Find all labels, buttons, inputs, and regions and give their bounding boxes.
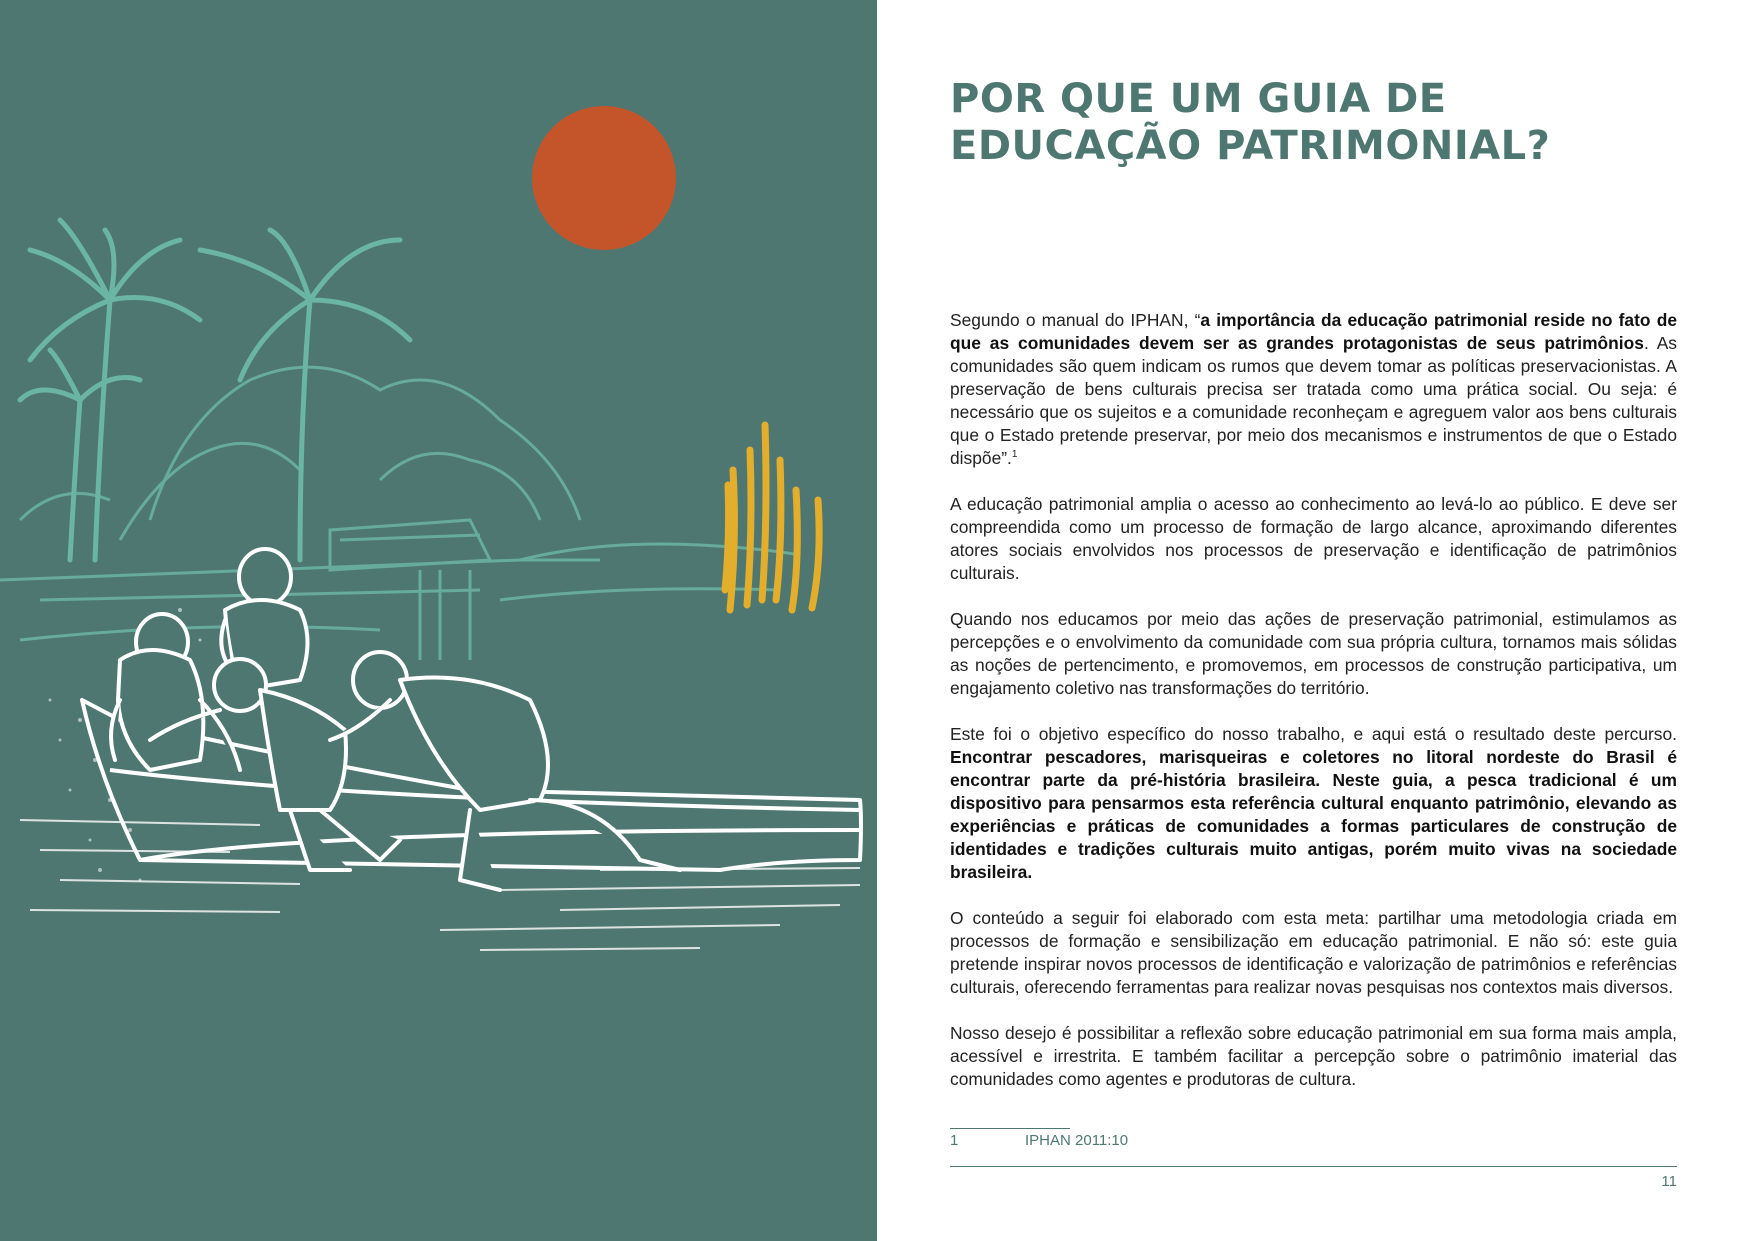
paragraph-5: O conteúdo a seguir foi elaborado com esta meta: partilhar uma metodologia criada em processos de formação e sensibilização em educação patrimonial. E não só: este guia pretende inspirar novos processos de identificação e valorização de patrimônios e referências culturais, oferecendo ferramentas para realizar novas pesquisas nos contextos mais diversos.	[950, 908, 1677, 997]
footnote-divider	[950, 1128, 1070, 1129]
paragraph-1-rest: . As comunidades são quem indicam os rumos que devem tomar as políticas preservacionistas. A preservação de bens culturais precisa ser tratada como uma prática social. Ou seja: é necessário que os sujeitos e a comunidade reconheçam e agreguem valor aos bens culturais que o Estado pretende preservar, por meio dos mecanismos e instrumentos de que o Estado dispõe”.	[950, 333, 1677, 468]
footnote-text: IPHAN 2011:10	[1025, 1132, 1129, 1149]
sun-shape	[532, 106, 676, 250]
paragraph-1	[950, 309, 1677, 470]
footnote	[950, 1132, 1128, 1149]
paragraph-2: A educação patrimonial amplia o acesso ao conhecimento ao levá-lo ao público. E deve ser compreendida como um processo de formação de largo alcance, aproximando diferentes atores sociais envolvidos nos processos de preservação e identificação de patrimônios culturais.	[950, 494, 1677, 583]
page-title-line-1: POR QUE UM GUIA DE	[950, 76, 1447, 122]
water-lines	[20, 820, 860, 950]
text-page	[877, 0, 1749, 1241]
page-number: 11	[1661, 1173, 1677, 1190]
page-title-line-2: EDUCAÇÃO PATRIMONIAL?	[950, 123, 1551, 169]
fishermen-figures	[111, 549, 680, 890]
paragraph-4-bold: Encontrar pescadores, marisqueiras e coletores no litoral nordeste do Brasil é encontrar parte da pré-história brasileira. Neste guia, a pesca tradicional é um dispositivo para pensarmos esta referência cultural enquanto patrimônio, elevando as experiências e práticas de comunidades a formas particulares de construção de identidades e tradições culturais muito antigas, porém muito vivas na sociedade brasileira.	[950, 747, 1677, 882]
paragraph-1-intro: Segundo o manual do IPHAN, “	[950, 310, 1201, 330]
footnote-reference[interactable]: 1	[1011, 449, 1018, 461]
body-text	[950, 309, 1677, 1114]
paragraph-4-intro: Este foi o objetivo específico do nosso trabalho, e aqui está o resultado deste percurso.	[950, 724, 1677, 744]
palm-trees	[20, 220, 410, 560]
foliage	[0, 367, 800, 660]
page-bottom-divider	[950, 1166, 1677, 1167]
paragraph-4	[950, 723, 1677, 884]
reeds	[725, 425, 819, 610]
paragraph-1-bold: a importância da educação patrimonial reside no fato de que as comunidades devem ser as grandes protagonistas de seus patrimônios	[950, 310, 1677, 353]
page-title	[950, 76, 1670, 170]
paragraph-3: Quando nos educamos por meio das ações de preservação patrimonial, estimulamos as percepções e o envolvimento da comunidade com sua própria cultura, tornamos mais sólidas as noções de pertencimento, e promovemos, em processos de construção participativa, um engajamento coletivo nas transformações do território.	[950, 609, 1677, 698]
footnote-number: 1	[950, 1132, 959, 1149]
paragraph-6: Nosso desejo é possibilitar a reflexão sobre educação patrimonial em sua forma mais ampla, acessível e irrestrita. E também facilitar a percepção sobre o patrimônio imaterial das comunidades como agentes e produtoras de cultura.	[950, 1023, 1677, 1089]
